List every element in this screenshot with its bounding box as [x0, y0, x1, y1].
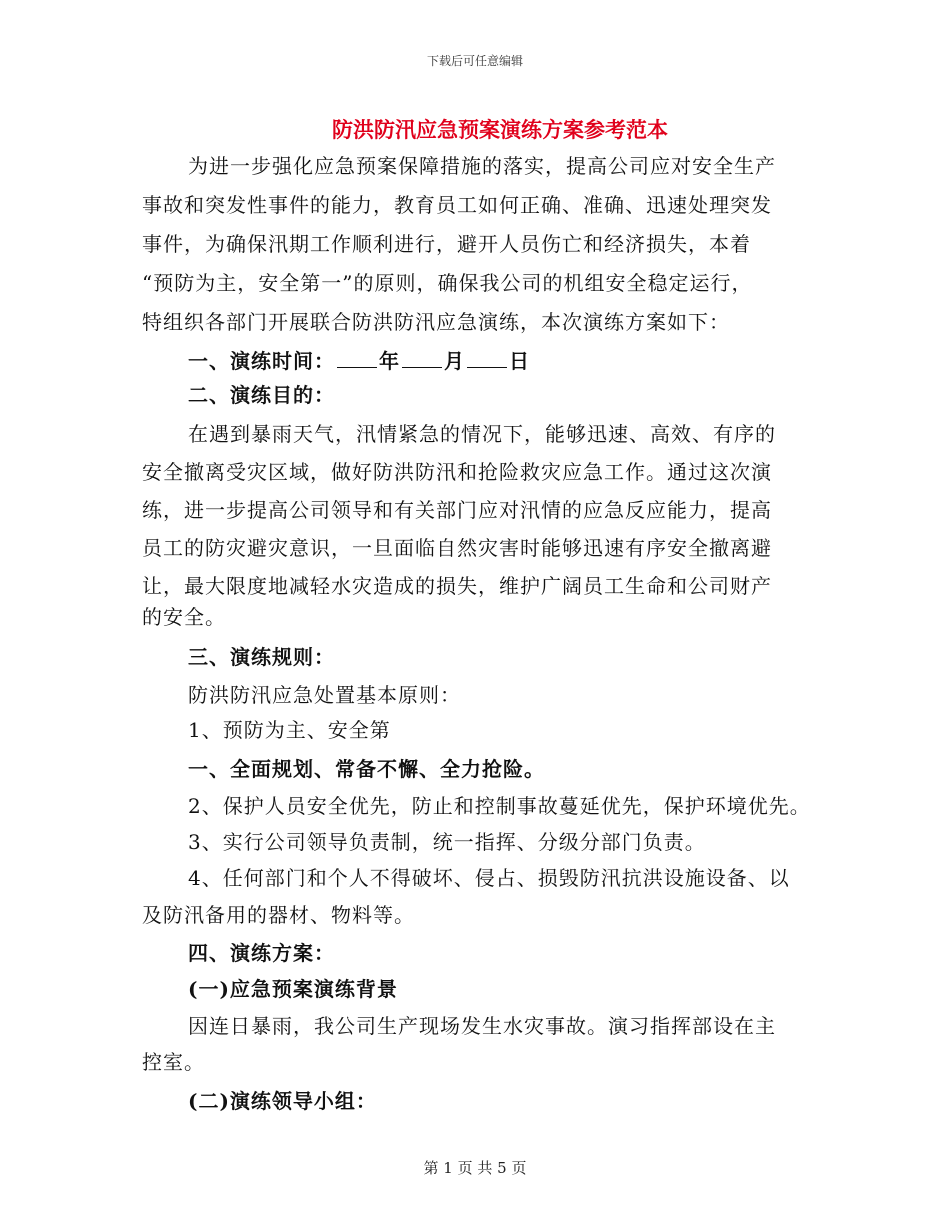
section-heading: 四、演练方案： — [188, 941, 335, 965]
rule-item-continued: 一、全面规划、常备不懈、全力抢险。 — [188, 757, 545, 781]
rule-item: 1、预防为主、安全第 — [188, 718, 391, 742]
day-blank — [467, 349, 507, 368]
section-heading: 三、演练规则： — [188, 645, 335, 669]
purpose-line: 的安全。 — [142, 605, 226, 629]
purpose-line: 员工的防灾避灾意识，一旦面临自然灾害时能够迅速有序安全撤离避 — [142, 536, 772, 560]
header-note: 下载后可任意编辑 — [426, 54, 523, 68]
rule-item: 3、实行公司领导负责制，统一指挥、分级分部门负责。 — [188, 830, 706, 854]
intro-line: 事故和突发性事件的能力，教育员工如何正确、准确、迅速处理突发 — [142, 193, 772, 217]
purpose-line: 练，进一步提高公司领导和有关部门应对汛情的应急反应能力，提高 — [142, 498, 772, 522]
intro-line: 为进一步强化应急预案保障措施的落实，提高公司应对安全生产 — [188, 154, 776, 178]
purpose-line: 安全撤离受灾区域，做好防洪防汛和抢险救灾应急工作。通过这次演 — [142, 460, 772, 484]
month-label: 月 — [444, 349, 465, 373]
subsection-heading: (一)应急预案演练背景 — [188, 977, 398, 1001]
background-line: 控室。 — [142, 1050, 205, 1074]
section-heading: 二、演练目的： — [188, 383, 335, 407]
intro-line: “预防为主，安全第一”的原则，确保我公司的机组安全稳定运行， — [142, 271, 753, 295]
subsection-heading: (二)演练领导小组： — [188, 1089, 377, 1113]
rule-item: 2、保护人员安全优先，防止和控制事故蔓延优先，保护环境优先。 — [188, 794, 811, 818]
background-line: 因连日暴雨，我公司生产现场发生水灾事故。演习指挥部设在主 — [188, 1014, 776, 1038]
rule-item: 4、任何部门和个人不得破坏、侵占、损毁防汛抗洪设施设备、以 — [188, 866, 790, 890]
intro-line: 特组织各部门开展联合防洪防汛应急演练，本次演练方案如下： — [142, 310, 730, 334]
page-footer: 第 1 页 共 5 页 — [423, 1159, 527, 1177]
principles-intro: 防洪防汛应急处置基本原则： — [188, 683, 461, 707]
purpose-line: 让，最大限度地减轻水灾造成的损失，维护广阔员工生命和公司财产 — [142, 574, 772, 598]
month-blank — [402, 349, 442, 368]
section-drill-time — [188, 345, 530, 374]
year-blank — [337, 349, 377, 368]
intro-line: 事件，为确保汛期工作顺利进行，避开人员伤亡和经济损失，本着 — [142, 232, 751, 256]
section-label: 一、演练时间： — [188, 349, 335, 373]
rule-item: 及防汛备用的器材、物料等。 — [142, 903, 415, 927]
year-label: 年 — [379, 349, 400, 373]
day-label: 日 — [509, 349, 530, 373]
purpose-line: 在遇到暴雨天气，汛情紧急的情况下，能够迅速、高效、有序的 — [188, 422, 776, 446]
document-title: 防洪防汛应急预案演练方案参考范本 — [332, 117, 668, 142]
